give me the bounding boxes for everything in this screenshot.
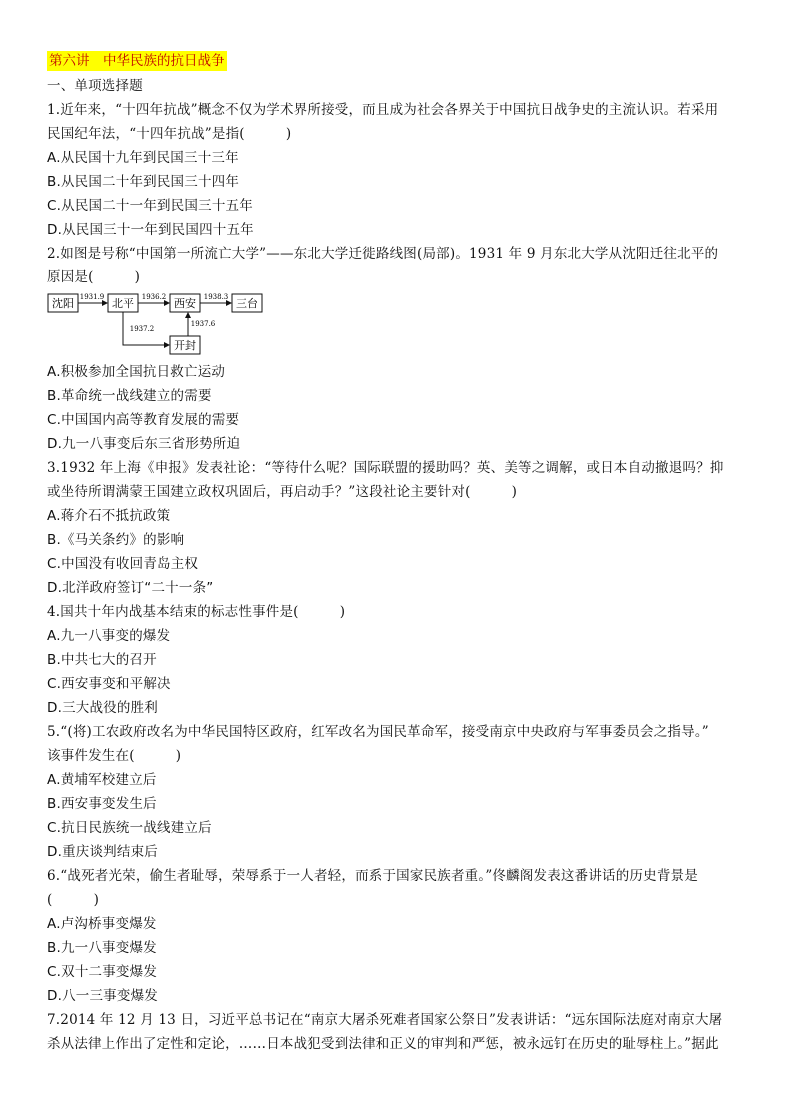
migration-route-diagram bbox=[46, 288, 276, 358]
question-6-stem-line-2: ( ) bbox=[47, 892, 100, 908]
question-4-stem: 4.国共十年内战基本结束的标志性事件是( ) bbox=[47, 604, 346, 620]
question-6-option-b: B.九一八事变爆发 bbox=[47, 940, 157, 956]
question-5-option-b: B.西安事变发生后 bbox=[47, 796, 157, 812]
question-6-option-c: C.双十二事变爆发 bbox=[47, 964, 158, 980]
question-2-stem-line-1: 2.如图是号称“中国第一所流亡大学”——东北大学迁徙路线图(局部)。1931 年 9 月东北大学从沈阳迁往北平的 bbox=[47, 246, 719, 262]
question-1-option-c: C.从民国二十一年到民国三十五年 bbox=[47, 198, 253, 214]
question-4-option-b: B.中共七大的召开 bbox=[47, 652, 157, 668]
lesson-title: 第六讲 中华民族的抗日战争 bbox=[49, 53, 225, 69]
node-beiping: 北平 bbox=[112, 297, 134, 310]
edge-label-4: 1937.2 bbox=[129, 325, 155, 333]
question-2-stem-line-2: 原因是( ) bbox=[47, 269, 141, 285]
node-kaifeng: 开封 bbox=[174, 339, 196, 352]
route-diagram-svg bbox=[46, 288, 276, 358]
edge-label-5: 1937.6 bbox=[190, 320, 216, 328]
question-4-option-c: C.西安事变和平解决 bbox=[47, 676, 171, 692]
question-6-stem-line-1: 6.“战死者光荣，偷生者耻辱，荣辱系于一人者轻，而系于国家民族者重。”佟麟阁发表这番讲话的历史背景是 bbox=[47, 868, 698, 884]
question-3-option-a: A.蒋介石不抵抗政策 bbox=[47, 508, 171, 524]
question-1-stem-line-1: 1.近年来，“十四年抗战”概念不仅为学术界所接受，而且成为社会各界关于中国抗日战争史的主流认识。若采用 bbox=[47, 102, 719, 118]
question-5-stem-line-2: 该事件发生在( ) bbox=[47, 748, 182, 764]
question-3-option-d: D.北洋政府签订“二十一条” bbox=[47, 580, 214, 596]
node-xian: 西安 bbox=[174, 297, 196, 310]
question-2-option-d: D.九一八事变后东三省形势所迫 bbox=[47, 436, 241, 452]
question-1-option-b: B.从民国二十年到民国三十四年 bbox=[47, 174, 240, 190]
question-1-stem-line-2: 民国纪年法，“十四年抗战”是指( ) bbox=[47, 126, 292, 142]
question-3-stem-line-2: 或坐待所谓满蒙王国建立政权巩固后，再启动手？”这段社论主要针对( ) bbox=[47, 484, 518, 500]
section-heading: 一、单项选择题 bbox=[47, 78, 143, 94]
question-2-option-c: C.中国国内高等教育发展的需要 bbox=[47, 412, 240, 428]
question-6-option-a: A.卢沟桥事变爆发 bbox=[47, 916, 157, 932]
node-santai: 三台 bbox=[236, 297, 258, 310]
question-3-stem-line-1: 3.1932 年上海《申报》发表社论：“等待什么呢？国际联盟的援助吗？英、美等之调解，或日本自动撤退吗？抑 bbox=[47, 460, 724, 476]
question-5-option-a: A.黄埔军校建立后 bbox=[47, 772, 157, 788]
question-4-option-a: A.九一八事变的爆发 bbox=[47, 628, 171, 644]
question-1-option-d: D.从民国三十一年到民国四十五年 bbox=[47, 222, 254, 238]
edge-label-2: 1936.2 bbox=[141, 293, 167, 301]
question-3-option-c: C.中国没有收回青岛主权 bbox=[47, 556, 199, 572]
question-2-option-b: B.革命统一战线建立的需要 bbox=[47, 388, 212, 404]
question-5-stem-line-1: 5.“(将)工农政府改名为中华民国特区政府，红军改名为国民革命军，接受南京中央政府与军事委员会之指导。” bbox=[47, 724, 709, 740]
edge-label-1: 1931.9 bbox=[79, 293, 105, 301]
question-2-option-a: A.积极参加全国抗日救亡运动 bbox=[47, 364, 226, 380]
question-5-option-d: D.重庆谈判结束后 bbox=[47, 844, 158, 860]
question-7-stem-line-2: 杀从法律上作出了定性和定论，……日本战犯受到法律和正义的审判和严惩，被永远钉在历史的耻辱柱上。”据此 bbox=[47, 1036, 719, 1052]
question-4-option-d: D.三大战役的胜利 bbox=[47, 700, 158, 716]
edge-label-3: 1938.3 bbox=[203, 293, 229, 301]
question-1-option-a: A.从民国十九年到民国三十三年 bbox=[47, 150, 239, 166]
question-7-stem-line-1: 7.2014 年 12 月 13 日，习近平总书记在“南京大屠杀死难者国家公祭日”发表讲话：“远东国际法庭对南京大屠 bbox=[47, 1012, 723, 1028]
node-shenyang: 沈阳 bbox=[52, 297, 74, 310]
question-6-option-d: D.八一三事变爆发 bbox=[47, 988, 158, 1004]
question-3-option-b: B.《马关条约》的影响 bbox=[47, 532, 185, 548]
question-5-option-c: C.抗日民族统一战线建立后 bbox=[47, 820, 212, 836]
